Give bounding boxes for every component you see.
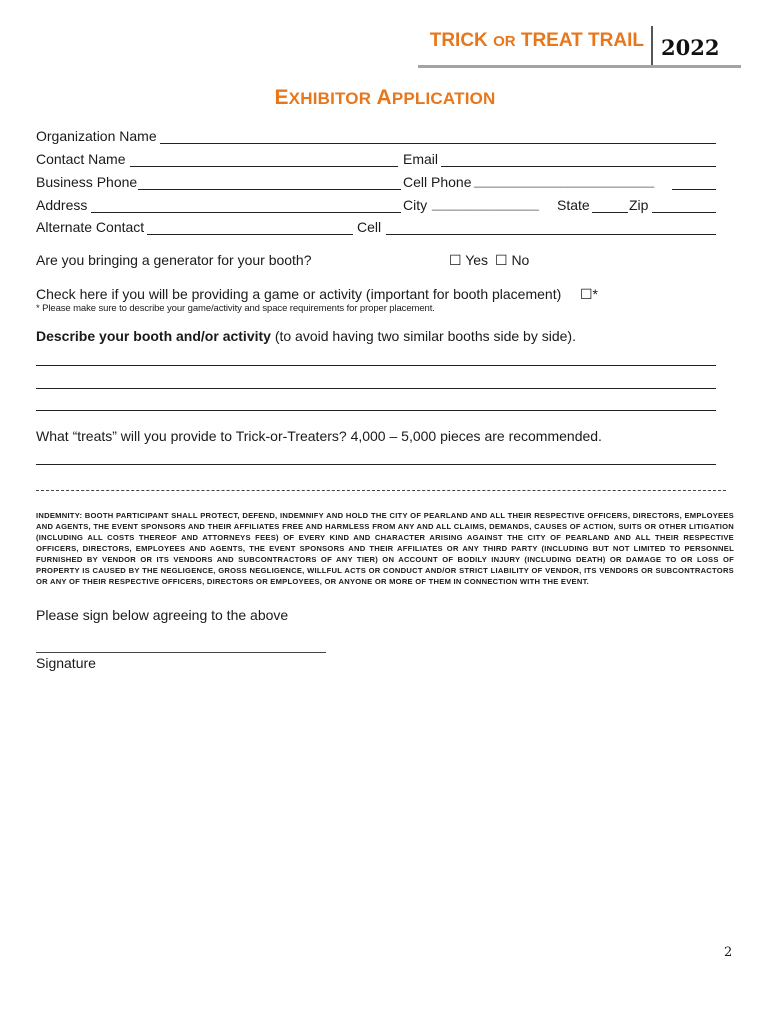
zip-field[interactable] — [652, 212, 716, 213]
cell-phone-fill: ___________________________ — [474, 174, 655, 188]
signature-prompt: Please sign below agreeing to the above — [36, 607, 289, 623]
contact-name-field[interactable] — [130, 166, 398, 167]
city-label: City — [403, 197, 428, 213]
cell-phone-label: Cell Phone — [403, 174, 472, 190]
email-label: Email — [403, 151, 439, 167]
city-fill: ________________ — [432, 197, 539, 211]
organization-name-field[interactable] — [160, 143, 716, 144]
describe-booth-bold: Describe your booth and/or activity — [36, 328, 271, 344]
event-title — [430, 30, 644, 52]
signature-label: Signature — [36, 655, 96, 671]
cell-phone-field[interactable] — [672, 189, 716, 190]
describe-booth-prompt — [36, 328, 576, 344]
event-year: 2022 — [661, 35, 720, 60]
generator-yes-checkbox[interactable]: ☐ Yes — [449, 252, 489, 268]
email-field[interactable] — [441, 166, 716, 167]
event-title-trick: TRICK — [429, 30, 488, 51]
treats-line[interactable] — [36, 464, 716, 465]
game-activity-checkbox[interactable]: ☐* — [580, 286, 598, 302]
header-rule — [418, 65, 741, 68]
describe-booth-line-2[interactable] — [36, 388, 716, 389]
generator-no-checkbox[interactable]: ☐ No — [495, 252, 530, 268]
page-number: 2 — [724, 945, 733, 960]
business-phone-label: Business Phone — [36, 174, 138, 190]
alternate-contact-field[interactable] — [147, 234, 353, 235]
organization-name-label: Organization Name — [36, 128, 157, 144]
form-title-a: A — [376, 86, 392, 109]
address-field[interactable] — [91, 212, 401, 213]
contact-name-label: Contact Name — [36, 151, 126, 167]
form-title-xhibitor: XHIBITOR — [288, 89, 372, 108]
treats-question: What “treats” will you provide to Trick-or-Treaters? 4,000 – 5,000 pieces are recommended. — [36, 428, 602, 444]
header-divider — [651, 26, 653, 66]
address-label: Address — [36, 197, 88, 213]
signature-line[interactable] — [36, 652, 326, 653]
form-title-e: E — [274, 86, 289, 109]
state-field[interactable] — [592, 212, 628, 213]
generator-question: Are you bringing a generator for your booth? — [36, 252, 312, 268]
describe-booth-rest: (to avoid having two similar booths side by side). — [270, 328, 576, 344]
event-title-rest: TREAT TRAIL — [520, 30, 644, 51]
business-phone-field[interactable] — [138, 189, 401, 190]
state-label: State — [557, 197, 590, 213]
describe-booth-line-1[interactable] — [36, 365, 716, 366]
alternate-cell-field[interactable] — [386, 234, 716, 235]
indemnity-clause: INDEMNITY: BOOTH PARTICIPANT SHALL PROTECT, DEFEND, INDEMNIFY AND HOLD THE CITY OF PEARLAND AND ALL THEIR RESPECTIVE OFFICERS, DIRECTORS, EMPLOYEES AND AGENTS, THE EVENT SPONSORS AND THEIR AFFILIATES FREE AND HARMLESS FROM ANY AND ALL CLAIMS, DEMANDS, CAUSES OF ACTION, SUITS OR OTHER LITIGATION (INCLUDING ALL COSTS THEREOF AND ATTORNEYS FEES) OF EVERY KIND AND CHARACTER ARISING AGAINST THE CITY OF PEARLAND AND ALL THEIR RESPECTIVE OFFICERS, DIRECTORS, EMPLOYEES AND AGENTS, THE EVENT SPONSORS AND THEIR AFFILIATES OR ANY THIRD PARTY (INCLUDING BUT NOT LIMITED TO PERSONNEL FURNISHED BY VENDOR OR ITS VENDORS AND SUBCONTRACTORS OF ANY TIER) ON ACCOUNT OF BODILY INJURY (INCLUDING DEATH) OR DAMAGE TO OR LOSS OF PROPERTY IS CAUSED BY THE NEGLIGENCE, GROSS NEGLIGENCE, WILLFUL ACTS OR CONDUCT AND/OR STRICT LIABILITY OF VENDOR, ITS VENDORS OR SUBCONTRACTORS OR ANY OF THEIR RESPECTIVE OFFICERS, DIRECTORS OR EMPLOYEES, OR ANYONE OR MORE OF THEM IN CONNECTION WITH THE EVENT. — [36, 511, 734, 586]
form-title-pplication: PPLICATION — [391, 89, 496, 108]
game-activity-question: Check here if you will be providing a game or activity (important for booth placement) — [36, 286, 562, 302]
zip-label: Zip — [629, 197, 649, 213]
section-separator — [36, 490, 726, 491]
form-title — [0, 86, 770, 110]
alternate-cell-label: Cell — [357, 219, 382, 235]
alternate-contact-label: Alternate Contact — [36, 219, 145, 235]
event-title-or: OR — [493, 33, 516, 50]
describe-booth-line-3[interactable] — [36, 410, 716, 411]
game-activity-note: * Please make sure to describe your game/activity and space requirements for proper placement. — [36, 303, 435, 314]
